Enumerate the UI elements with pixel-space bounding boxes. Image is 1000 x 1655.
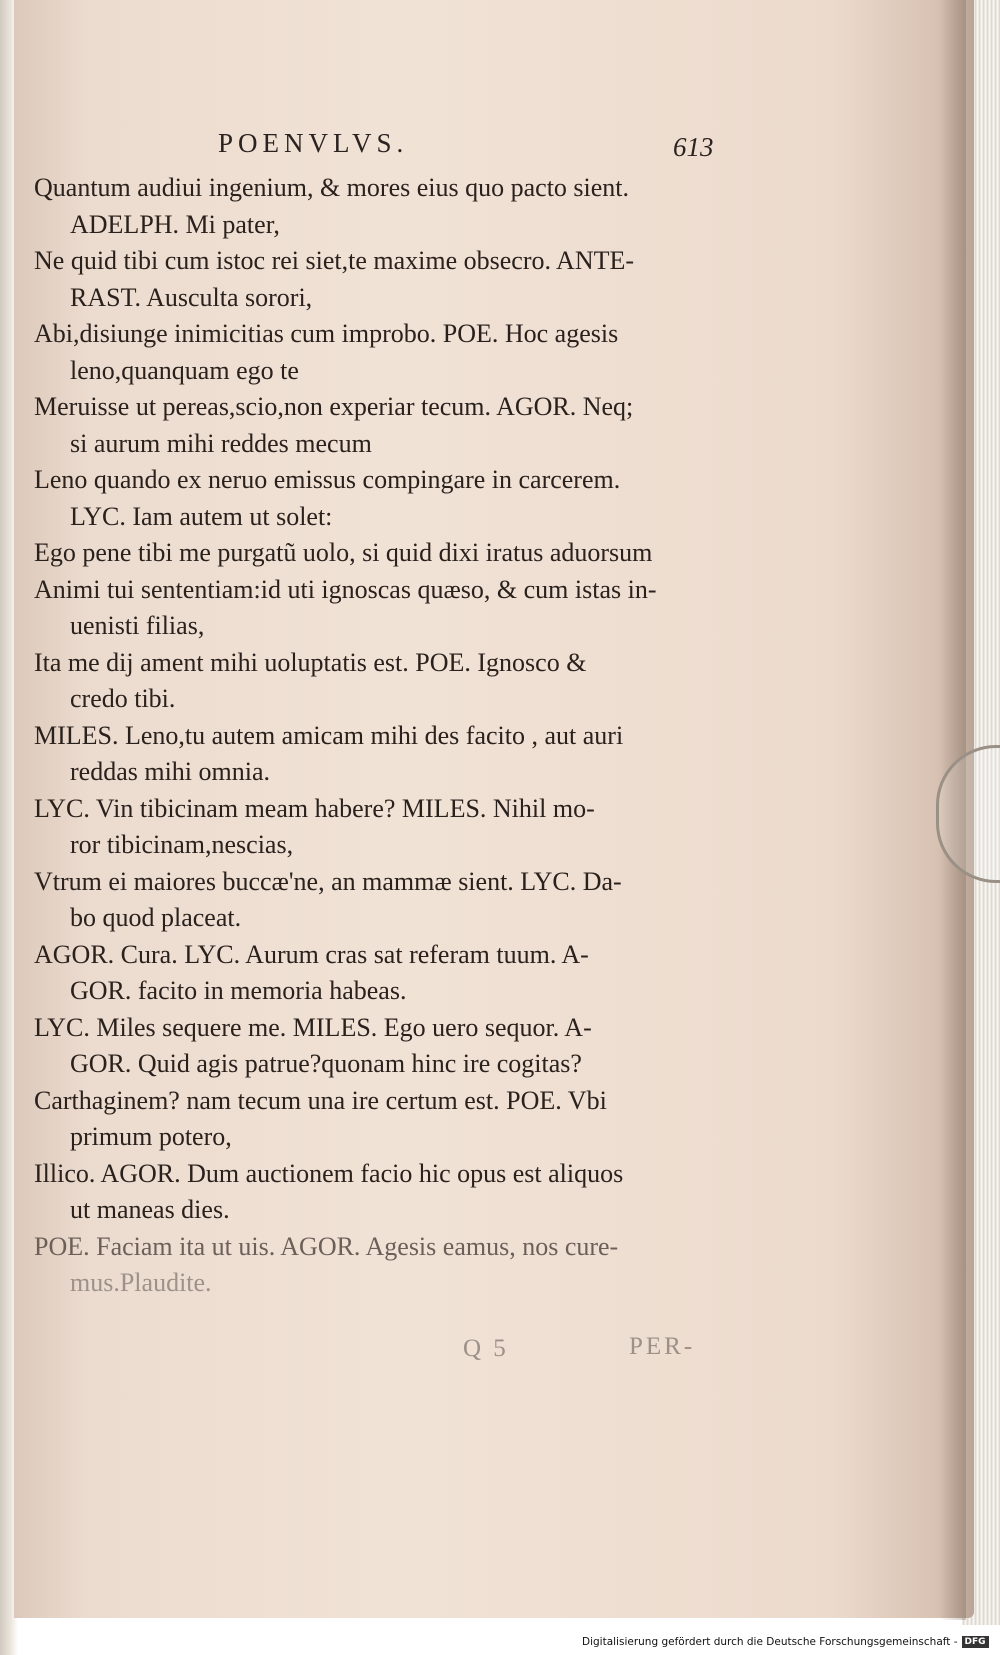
credit-text: Digitalisierung gefördert durch die Deutsche Forschungsgemeinschaft - <box>582 1636 958 1648</box>
text-line: mus.Plaudite. <box>70 1268 212 1297</box>
text-line: LYC. Vin tibicinam meam habere? MILES. Nihil mo- <box>34 793 595 823</box>
text-line: Illico. AGOR. Dum auctionem facio hic opus est aliquos <box>34 1158 624 1188</box>
text-line: Ita me dij ament mihi uoluptatis est. POE. Ignosco & <box>34 647 587 677</box>
running-title: POENVLVS. <box>218 128 409 158</box>
text-line: ADELPH. Mi pater, <box>70 209 280 239</box>
text-line: bo quod placeat. <box>70 903 242 932</box>
text-line: GOR. facito in memoria habeas. <box>70 976 407 1005</box>
text-line: leno,quanquam ego te <box>70 355 299 385</box>
text-line: Leno quando ex neruo emissus compingare in carcerem. <box>34 465 621 494</box>
text-line: RAST. Ausculta sorori, <box>70 282 313 312</box>
text-line: ror tibicinam,nescias, <box>70 830 294 859</box>
text-line: GOR. Quid agis patrue?quonam hinc ire cogitas? <box>70 1049 582 1078</box>
text-line: Ne quid tibi cum istoc rei siet,te maxime obsecro. ANTE- <box>34 246 635 275</box>
text-line: primum potero, <box>70 1122 232 1151</box>
signature-mark: Q 5 <box>463 1335 509 1362</box>
digitization-credit <box>582 1636 989 1648</box>
page-header <box>0 128 1000 168</box>
text-line: Ego pene tibi me purgatũ uolo, si quid dixi iratus aduorsum <box>34 538 653 567</box>
text-line: Carthaginem? nam tecum una ire certum est. POE. Vbi <box>34 1085 607 1115</box>
text-line: si aurum mihi reddes mecum <box>70 428 372 458</box>
text-line: ut maneas dies. <box>70 1195 230 1224</box>
text-line: credo tibi. <box>70 684 176 713</box>
text-line: LYC. Miles sequere me. MILES. Ego uero sequor. A- <box>34 1012 592 1042</box>
text-line: reddas mihi omnia. <box>70 757 271 786</box>
catchword: PER- <box>629 1333 696 1360</box>
text-line: POE. Faciam ita ut uis. AGOR. Agesis eamus, nos cure- <box>34 1231 619 1261</box>
text-line: uenisti filias, <box>70 611 205 640</box>
page-footer <box>0 1335 1000 1375</box>
page-number: 613 <box>673 132 714 162</box>
text-line: LYC. Iam autem ut solet: <box>70 501 333 531</box>
dfg-logo: DFG <box>962 1636 989 1648</box>
text-line: Quantum audiui ingenium, & mores eius quo pacto sient. <box>34 173 630 202</box>
text-line: Abi,disiunge inimicitias cum improbo. POE. Hoc agesis <box>34 319 619 348</box>
text-line: AGOR. Cura. LYC. Aurum cras sat referam tuum. A- <box>34 939 589 969</box>
text-block <box>34 170 724 1302</box>
text-line: Vtrum ei maiores buccæ'ne, an mammæ sient. LYC. Da- <box>34 866 622 896</box>
text-line: Animi tui sententiam:id uti ignoscas quæso, & cum istas in- <box>34 574 657 604</box>
text-line: Meruisse ut pereas,scio,non experiar tecum. AGOR. Neq; <box>34 392 634 421</box>
text-line: MILES. Leno,tu autem amicam mihi des facito , aut auri <box>34 720 624 750</box>
